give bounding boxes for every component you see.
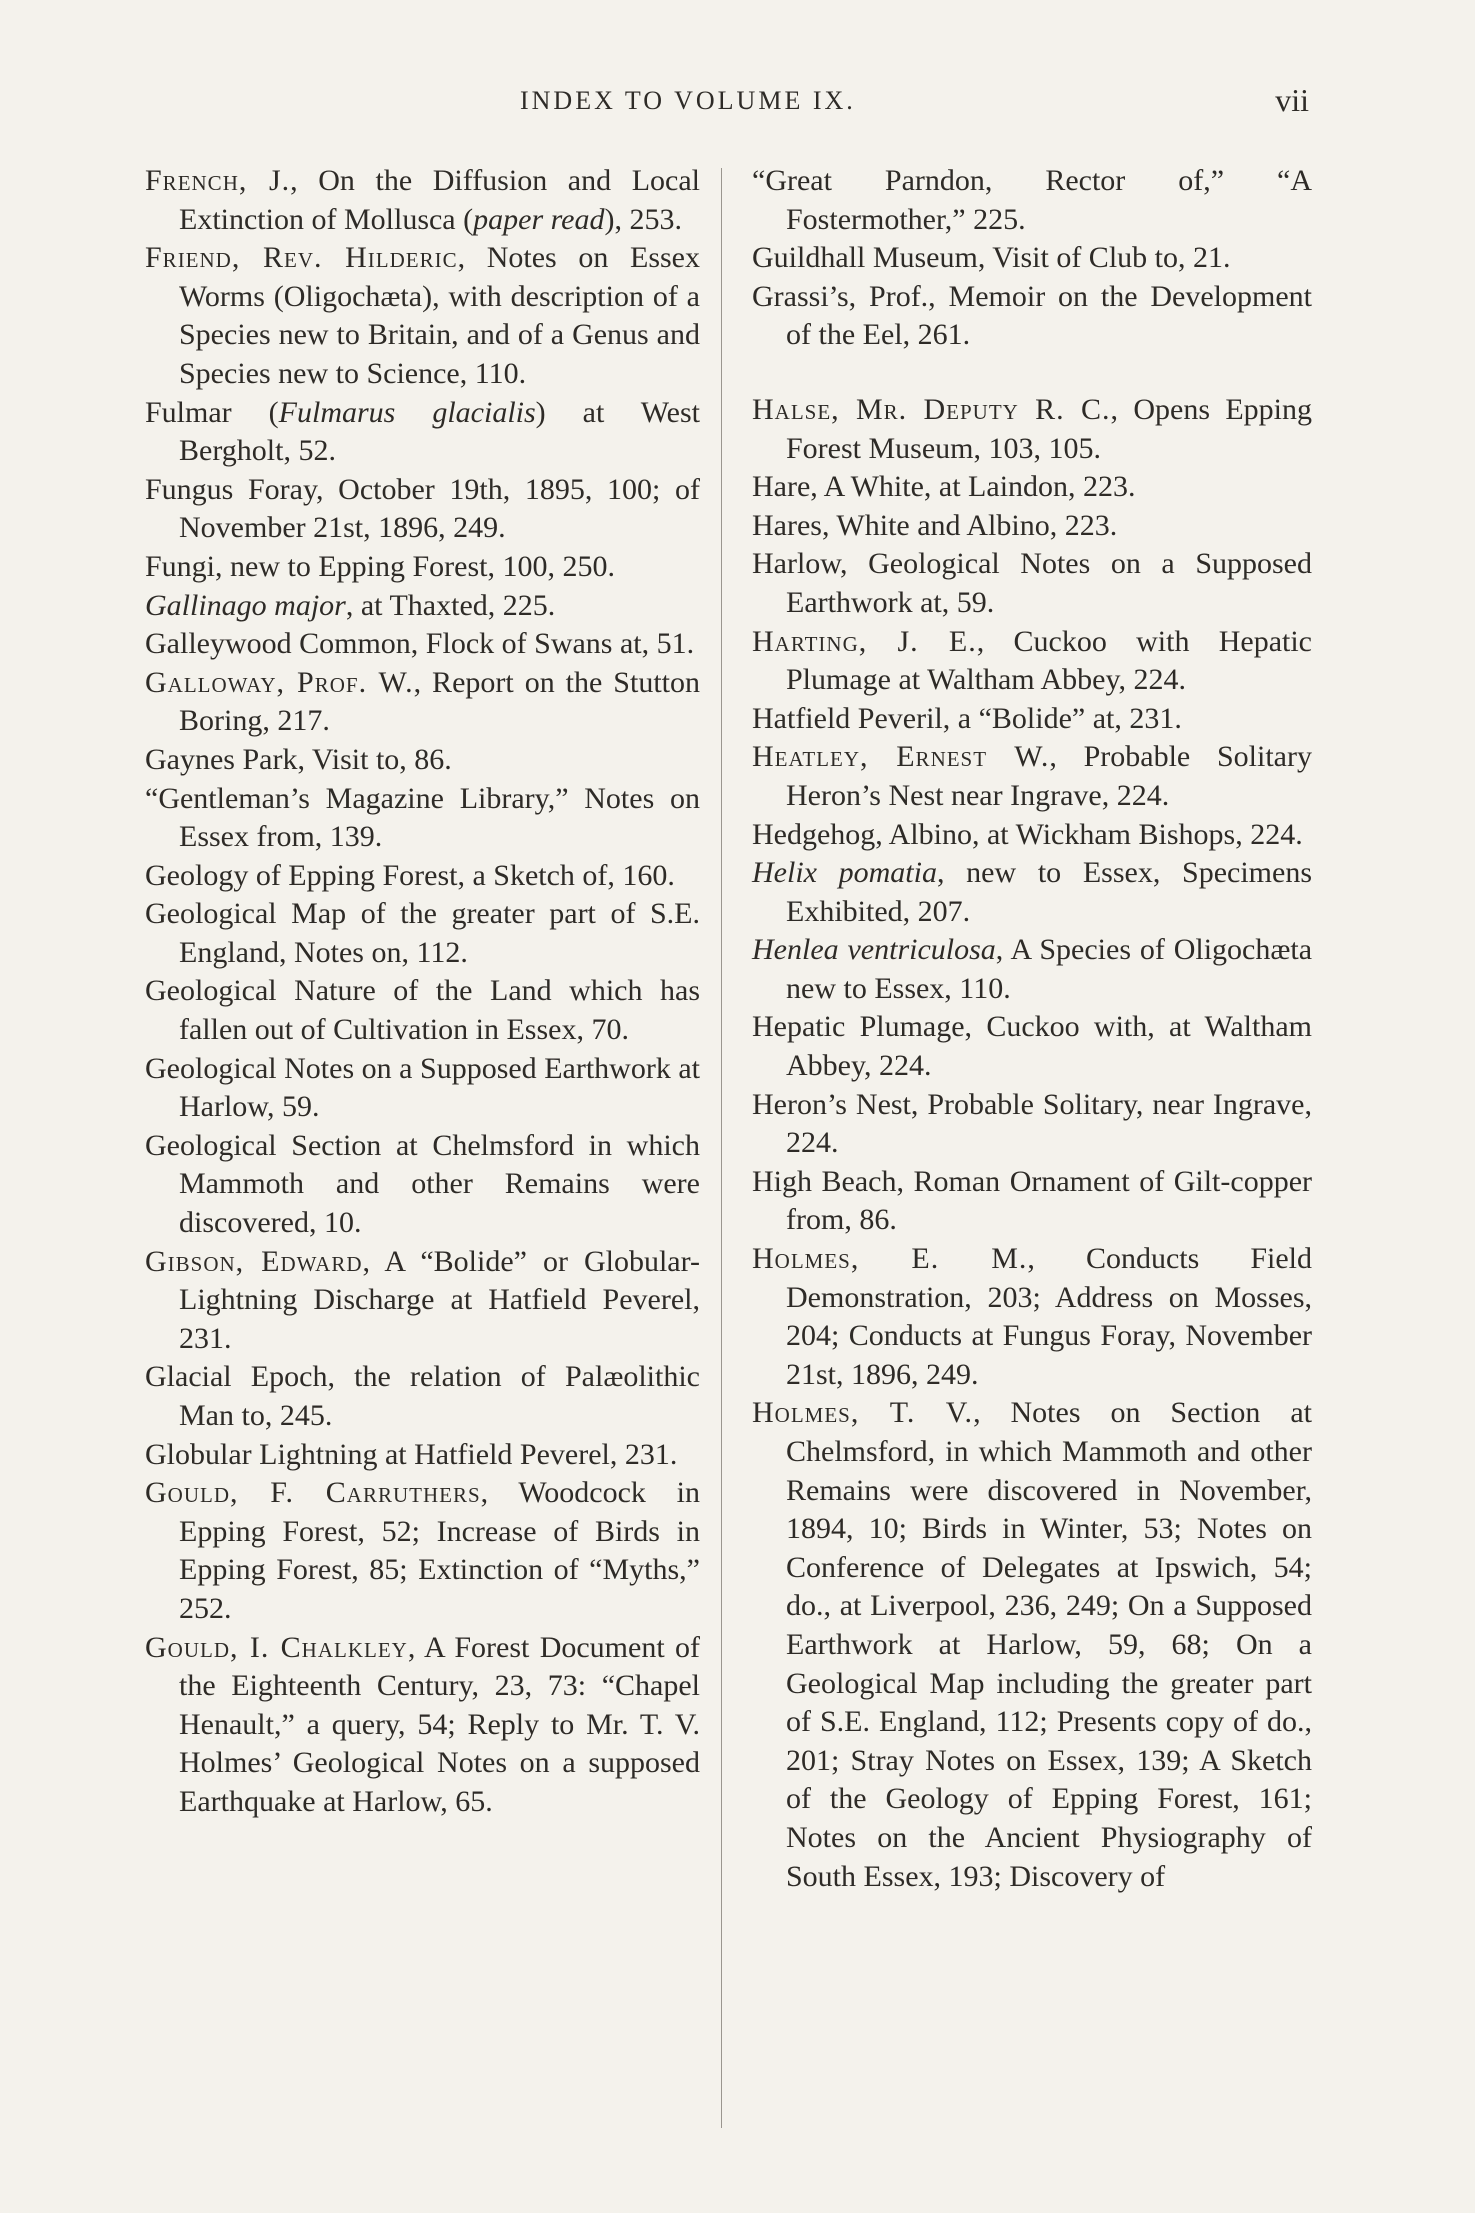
index-entry bbox=[145, 625, 700, 664]
index-entry bbox=[145, 741, 700, 780]
entry-text: Harlow, Geological Notes on a Supposed Earthwork at, 59. bbox=[752, 547, 1312, 619]
entry-author: Gibson, Edward bbox=[145, 1244, 363, 1278]
entry-text: Hedgehog, Albino, at Wickham Bishops, 224. bbox=[752, 817, 1303, 851]
index-entry bbox=[145, 780, 700, 857]
entry-italic-term: Fulmarus glacialis bbox=[278, 395, 536, 429]
entry-text: , A “Bolide” or Globular-Lightning Discharge at Hatfield Peverel, 231. bbox=[179, 1244, 700, 1355]
entry-text: ), 253. bbox=[604, 202, 682, 236]
entry-text: , Report on the Stutton Boring, 217. bbox=[179, 665, 700, 738]
index-entry bbox=[752, 545, 1312, 622]
entry-author: Holmes, E. M. bbox=[752, 1242, 1028, 1276]
entry-text: Fungi, new to Epping Forest, 100, 250. bbox=[145, 549, 615, 583]
entry-author: Harting, J. E. bbox=[752, 624, 977, 658]
index-entry bbox=[145, 1474, 700, 1628]
index-entry bbox=[752, 700, 1312, 739]
right-column bbox=[752, 162, 1312, 1896]
index-entry bbox=[145, 1243, 700, 1359]
index-entry bbox=[145, 857, 700, 896]
entry-text: Geological Section at Chelmsford in which Mammoth and other Remains were discovered, 10. bbox=[145, 1128, 700, 1240]
entry-text: , Notes on Section at Chelmsford, in which Mammoth and other Remains were discovered in November, 1894, 10; Birds in Winter, 53; Notes on Conference of Delegates at Ipswich, 54; do., at Liverpool, 236, 249; On a Supposed Earthwork at Harlow, 59, 68; On a Geological Map including the greater part of S.E. England, 112; Presents copy of do., 201; Stray Notes on Essex, 139; A Sketch of the Geology of Epping Forest, 161; Notes on the Ancient Physiography of South Essex, 193; Discovery of bbox=[786, 1396, 1312, 1893]
index-entry bbox=[752, 507, 1312, 546]
index-entry bbox=[752, 1086, 1312, 1163]
index-entry bbox=[752, 1240, 1312, 1394]
index-entry bbox=[145, 239, 700, 393]
entry-text: Glacial Epoch, the relation of Palæolithic Man to, 245. bbox=[145, 1360, 700, 1432]
entry-text: Geology of Epping Forest, a Sketch of, 160. bbox=[145, 858, 675, 892]
entry-text: , new to Essex, Specimens Exhibited, 207. bbox=[786, 856, 1312, 928]
running-head bbox=[0, 82, 1475, 126]
entry-text: , Cuckoo with Hepatic Plumage at Waltham Abbey, 224. bbox=[786, 624, 1312, 697]
running-title: INDEX TO VOLUME IX. bbox=[520, 86, 856, 115]
entry-author: Gould, I. Chalkley bbox=[145, 1630, 408, 1664]
index-entry bbox=[145, 1050, 700, 1127]
index-entry bbox=[145, 587, 700, 626]
entry-text: Hare, A White, at Laindon, 223. bbox=[752, 470, 1136, 504]
index-entry bbox=[145, 664, 700, 741]
entry-text: , On the Diffusion and Local Extinction of Mollusca ( bbox=[179, 164, 700, 236]
entry-text: Fulmar ( bbox=[145, 395, 279, 429]
column-divider bbox=[721, 168, 722, 2128]
index-entry bbox=[145, 972, 700, 1049]
index-entry bbox=[145, 394, 700, 471]
entry-italic-term: Helix pomatia bbox=[752, 856, 937, 890]
entry-author: Friend, Rev. Hilderic bbox=[145, 241, 458, 275]
entry-text: ) at West Bergholt, 52. bbox=[179, 395, 701, 468]
index-entry bbox=[145, 1436, 700, 1475]
entry-text: High Beach, Roman Ornament of Gilt-copper from, 86. bbox=[752, 1164, 1312, 1237]
index-entry bbox=[752, 1163, 1312, 1240]
index-entry bbox=[752, 278, 1312, 355]
entry-text: , Notes on Essex Worms (Oligochæta), with description of a Species new to Britain, and of a Genus and Species new to Science, 110. bbox=[179, 241, 700, 390]
entry-text: , at Thaxted, 225. bbox=[345, 588, 556, 622]
index-entry bbox=[752, 391, 1312, 468]
entry-text: Geological Map of the greater part of S.E. England, Notes on, 112. bbox=[145, 897, 700, 969]
entry-text: Geological Notes on a Supposed Earthwork at Harlow, 59. bbox=[145, 1051, 700, 1124]
index-entry bbox=[752, 162, 1312, 239]
entry-text: Galleywood Common, Flock of Swans at, 51. bbox=[145, 627, 695, 661]
entry-text: , Probable Solitary Heron’s Nest near Ingrave, 224. bbox=[786, 740, 1312, 812]
entry-author: Gould, F. Carruthers bbox=[145, 1476, 481, 1510]
entry-text: Guildhall Museum, Visit of Club to, 21. bbox=[752, 241, 1231, 275]
index-entry bbox=[145, 1127, 700, 1243]
index-entry bbox=[145, 471, 700, 548]
entry-text: , Woodcock in Epping Forest, 52; Increase of Birds in Epping Forest, 85; Extinction of “Myths,” 252. bbox=[179, 1476, 700, 1625]
index-entry bbox=[752, 623, 1312, 700]
entry-text: “Gentleman’s Magazine Library,” Notes on Essex from, 139. bbox=[145, 781, 700, 854]
entry-text: Fungus Foray, October 19th, 1895, 100; of November 21st, 1896, 249. bbox=[145, 472, 700, 545]
entry-italic-term: paper read bbox=[473, 202, 605, 236]
index-entry bbox=[752, 1394, 1312, 1896]
entry-text: Gaynes Park, Visit to, 86. bbox=[145, 742, 452, 776]
entry-text: , Conducts Field Demonstration, 203; Address on Mosses, 204; Conducts at Fungus Foray, November 21st, 1896, 249. bbox=[786, 1242, 1312, 1391]
index-entry bbox=[145, 548, 700, 587]
entry-italic-term: Gallinago major bbox=[145, 588, 346, 622]
entry-text: Grassi’s, Prof., Memoir on the Development of the Eel, 261. bbox=[752, 279, 1312, 352]
index-entry bbox=[752, 468, 1312, 507]
index-entry bbox=[752, 239, 1312, 278]
entry-author: Galloway, Prof. W. bbox=[145, 665, 414, 699]
page-number: vii bbox=[1275, 82, 1309, 118]
left-column bbox=[145, 162, 700, 1822]
index-entry bbox=[145, 162, 700, 239]
entry-text: , A Forest Document of the Eighteenth Century, 23, 73: “Chapel Henault,” a query, 54; Reply to Mr. T. V. Holmes’ Geological Notes on a supposed Earthquake at Harlow, 65. bbox=[179, 1630, 701, 1818]
index-entry bbox=[145, 895, 700, 972]
index-entry bbox=[145, 1629, 700, 1822]
entry-author: Holmes, T. V. bbox=[752, 1396, 974, 1430]
entry-text: , Opens Epping Forest Museum, 103, 105. bbox=[786, 392, 1312, 465]
entry-text: Globular Lightning at Hatfield Peverel, 231. bbox=[145, 1437, 678, 1471]
entry-author: French, J. bbox=[145, 164, 291, 197]
entry-text: Geological Nature of the Land which has fallen out of Cultivation in Essex, 70. bbox=[145, 974, 700, 1047]
entry-text: Hepatic Plumage, Cuckoo with, at Waltham Abbey, 224. bbox=[752, 1010, 1312, 1083]
index-entry bbox=[752, 931, 1312, 1008]
entry-text: “Great Parndon, Rector of,” “A Fostermother,” 225. bbox=[752, 164, 1312, 236]
entry-italic-term: Henlea ventriculosa bbox=[752, 933, 996, 967]
entry-author: Halse, Mr. Deputy R. C. bbox=[752, 392, 1111, 426]
entry-text: Hatfield Peveril, a “Bolide” at, 231. bbox=[752, 701, 1182, 735]
index-entry bbox=[145, 1358, 700, 1435]
entry-author: Heatley, Ernest W. bbox=[752, 740, 1050, 774]
entry-text: , A Species of Oligochæta new to Essex, 110. bbox=[786, 933, 1313, 1005]
index-entry bbox=[752, 738, 1312, 815]
entry-text: Heron’s Nest, Probable Solitary, near Ingrave, 224. bbox=[752, 1087, 1312, 1160]
index-entry bbox=[752, 1008, 1312, 1085]
index-entry bbox=[752, 854, 1312, 931]
entry-text: Hares, White and Albino, 223. bbox=[752, 508, 1118, 542]
index-entry bbox=[752, 816, 1312, 855]
